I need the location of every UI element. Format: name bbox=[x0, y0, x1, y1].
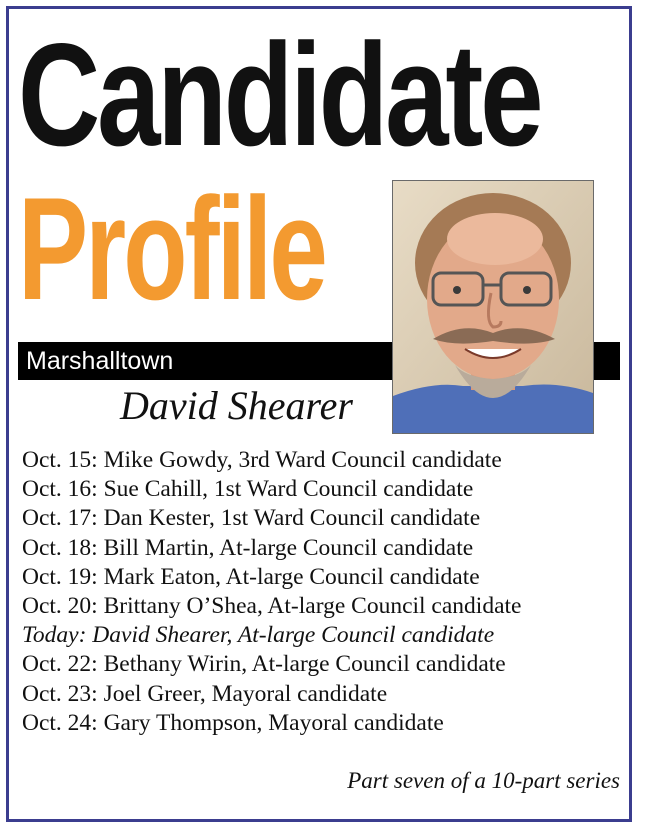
schedule-item: Oct. 22: Bethany Wirin, At-large Council candidate bbox=[22, 651, 506, 678]
schedule-item: Oct. 19: Mark Eaton, At-large Council candidate bbox=[22, 563, 480, 590]
candidate-photo bbox=[392, 180, 594, 434]
schedule-item: Oct. 20: Brittany O’Shea, At-large Council candidate bbox=[22, 593, 522, 620]
title-profile: Profile bbox=[18, 167, 325, 330]
profile-schedule-list bbox=[22, 446, 521, 738]
series-note: Part seven of a 10-part series bbox=[347, 768, 620, 793]
schedule-item: Oct. 23: Joel Greer, Mayoral candidate bbox=[22, 680, 388, 707]
schedule-item: Oct. 18: Bill Martin, At-large Council candidate bbox=[22, 534, 474, 561]
schedule-item-today: Today: David Shearer, At-large Council candidate bbox=[22, 622, 495, 649]
portrait-photo-icon bbox=[393, 181, 593, 433]
candidate-name: David Shearer bbox=[120, 383, 353, 428]
schedule-item: Oct. 17: Dan Kester, 1st Ward Council candidate bbox=[22, 505, 481, 532]
location-label: Marshalltown bbox=[26, 347, 174, 375]
schedule-item: Oct. 15: Mike Gowdy, 3rd Ward Council candidate bbox=[22, 447, 502, 473]
schedule-item: Oct. 16: Sue Cahill, 1st Ward Council candidate bbox=[22, 476, 474, 503]
schedule-item: Oct. 24: Gary Thompson, Mayoral candidate bbox=[22, 709, 444, 736]
title-candidate: Candidate bbox=[18, 13, 541, 176]
